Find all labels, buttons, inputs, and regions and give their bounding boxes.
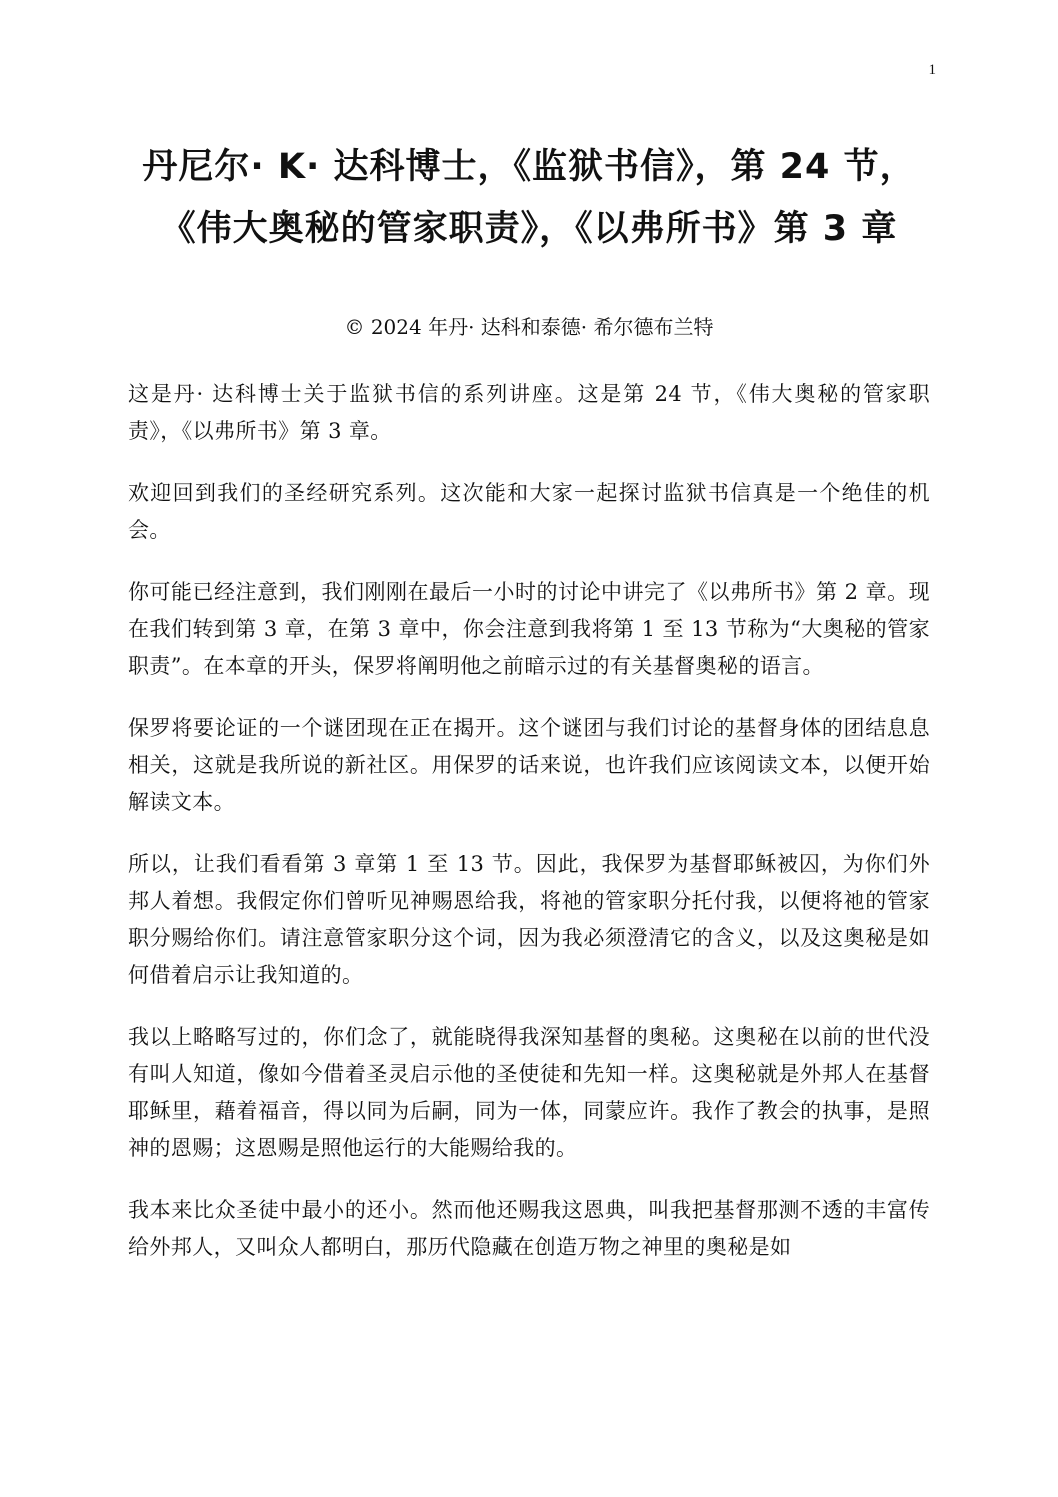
page-number: 1 bbox=[928, 62, 936, 78]
paragraph-verses-3: 我本来比众圣徒中最小的还小。然而他还赐我这恩典，叫我把基督那测不透的丰富传给外邦人，又叫众人都明白，那历代隐藏在创造万物之神里的奥秘是如 bbox=[128, 1198, 930, 1259]
copyright-notice: © 2024 年丹· 达科和泰德· 希尔德布兰特 bbox=[344, 315, 714, 339]
paragraph-verses-1: 所以，让我们看看第 3 章第 1 至 13 节。因此，我保罗为基督耶稣被囚，为你们外邦人着想。我假定你们曾听见神赐恩给我，将祂的管家职分托付我，以便将祂的管家职分赐给你们。请注意管家职分这个词，因为我必须澄清它的含义，以及这奥秘是如何借着启示让我知道的。 bbox=[128, 852, 930, 987]
paragraph-intro: 这是丹· 达科博士关于监狱书信的系列讲座。这是第 24 节，《伟大奥秘的管家职责》，《以弗所书》第 3 章。 bbox=[128, 382, 930, 443]
paragraph-chapter-transition: 你可能已经注意到，我们刚刚在最后一小时的讨论中讲完了《以弗所书》第 2 章。现在我们转到第 3 章，在第 3 章中，你会注意到我将第 1 至 13 节称为“大奥秘的管家职责”。在本章的开头，保罗将阐明他之前暗示过的有关基督奥秘的语言。 bbox=[128, 580, 930, 678]
document-body bbox=[128, 376, 930, 1291]
document-title: 丹尼尔· K· 达科博士，《监狱书信》，第 24 节，《伟大奥秘的管家职责》，《以弗所书》第 3 章 bbox=[142, 147, 916, 249]
paragraph-mystery: 保罗将要论证的一个谜团现在正在揭开。这个谜团与我们讨论的基督身体的团结息息相关，这就是我所说的新社区。用保罗的话来说，也许我们应该阅读文本，以便开始解读文本。 bbox=[128, 716, 930, 814]
paragraph-welcome: 欢迎回到我们的圣经研究系列。这次能和大家一起探讨监狱书信真是一个绝佳的机会。 bbox=[128, 481, 930, 542]
paragraph-verses-2: 我以上略略写过的，你们念了，就能晓得我深知基督的奥秘。这奥秘在以前的世代没有叫人知道，像如今借着圣灵启示他的圣使徒和先知一样。这奥秘就是外邦人在基督耶稣里，藉着福音，得以同为后嗣，同为一体，同蒙应许。我作了教会的执事，是照神的恩赐；这恩赐是照他运行的大能赐给我的。 bbox=[128, 1025, 930, 1160]
